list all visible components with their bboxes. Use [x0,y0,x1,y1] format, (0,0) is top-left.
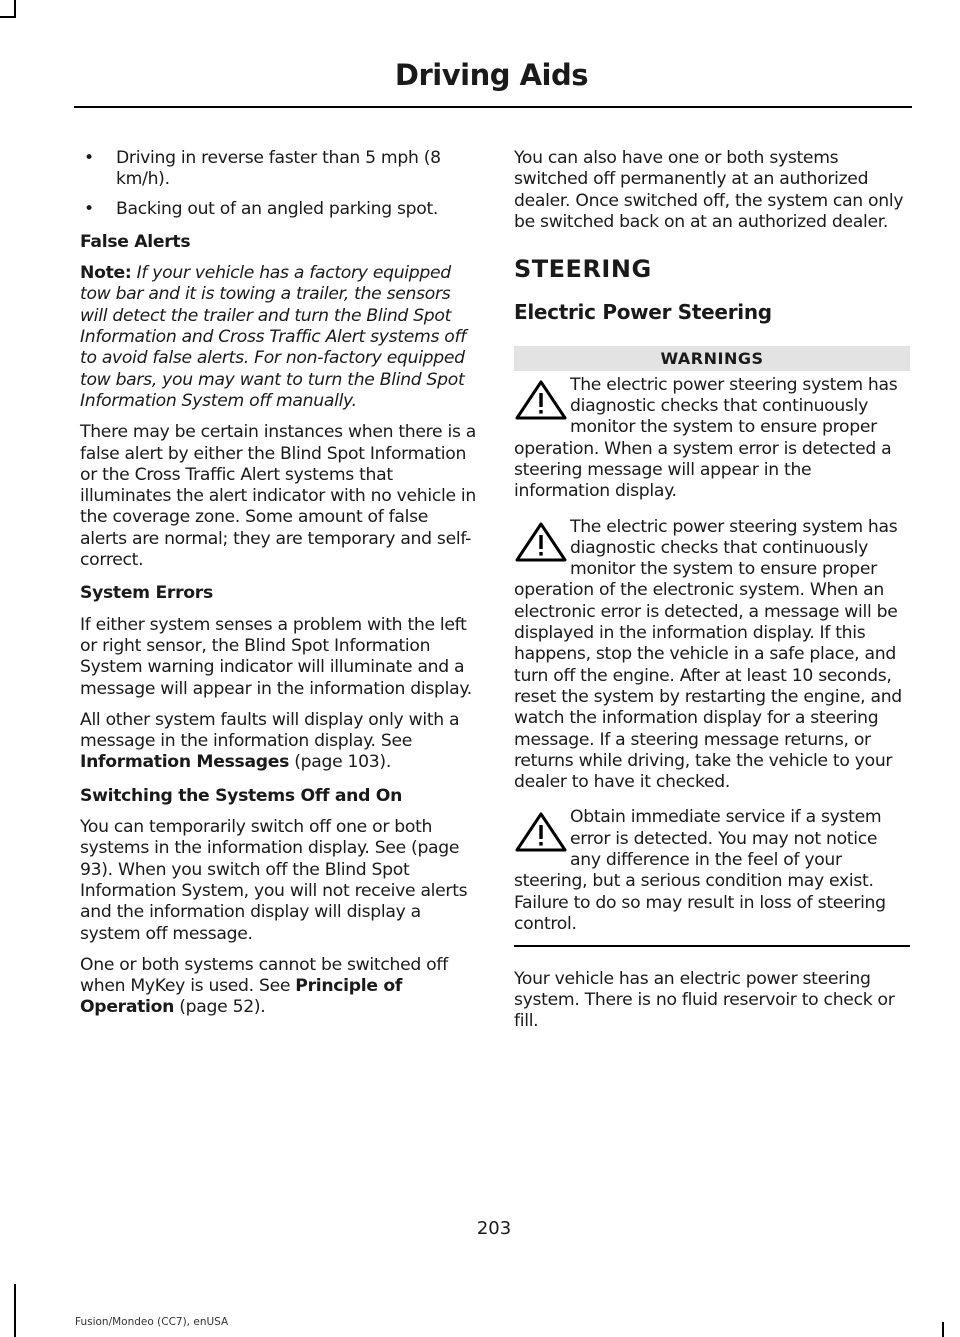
warning-block [514,517,910,794]
list-item: • Driving in reverse faster than 5 mph (8 km/h). [80,148,476,191]
warning-text: The electric power steering system has diagnostic checks that continuously monitor the system to ensure proper operation of the electronic system. When an electronic error is detected, a message will be displayed in the information display. If this happens, stop the vehicle in a safe place, and turn off the engine. After at least 10 seconds, reset the system by restarting the engine, and watch the information display for a steering message. If a steering message returns, or returns while driving, take the vehicle to your dealer to have it checked. [514,516,902,793]
system-errors-paragraph-1: If either system senses a problem with the left or right sensor, the Blind Spot Information System warning indicator will illuminate and a message will appear in the information display. [80,614,472,699]
section-title: STEERING [514,255,652,284]
warnings-end-divider [514,945,910,947]
bullet-text: Driving in reverse faster than 5 mph (8 km/h). [116,148,441,190]
warning-text: The electric power steering system has diagnostic checks that continuously monitor the system to ensure proper operation. When a system error is detected a steering message will appear in the information display. [514,374,898,502]
crop-mark-top-left-h [0,16,16,18]
false-alerts-paragraph: There may be certain instances when there is a false alert by either the Blind Spot Information or the Cross Traffic Alert systems that illuminates the alert indicator with no vehicle in the coverage zone. Some amount of false alerts are normal; they are temporary and self-correct. [80,422,477,571]
warnings-header: WARNINGS [514,346,910,371]
warning-block [514,807,910,935]
crop-mark-bottom-right [942,1322,944,1337]
false-alerts-note [80,263,476,412]
bullet-text: Backing out of an angled parking spot. [116,198,439,219]
right-column [514,148,910,1043]
switching-paragraph-1: You can temporarily switch off one or both systems in the information display. See (page 93). When you switch off the Blind Spot Information System, you will not receive alerts and the information display will display a system off message. [80,817,468,944]
warning-block [514,375,910,503]
left-column [80,148,476,1029]
list-item: • Backing out of an angled parking spot. [84,198,439,219]
switching-paragraph-2: One or both systems cannot be switched off when MyKey is used. See Principle of Operation (page 52). [80,954,448,1018]
system-errors-paragraph-2: All other system faults will display only with a message in the information display. See Information Messages (page 103). [80,709,460,773]
closing-paragraph: Your vehicle has an electric power steering system. There is no fluid reservoir to check or fill. [514,968,895,1032]
intro-paragraph: You can also have one or both systems switched off permanently at an authorized dealer. Once switched off, the system can only be switched back on at an authorized dealer. [514,148,904,232]
system-errors-heading: System Errors [80,583,213,604]
footer-text: Fusion/Mondeo (CC7), enUSA [75,1316,229,1328]
switching-heading: Switching the Systems Off and On [80,785,403,806]
header-divider [74,106,912,108]
false-alerts-heading: False Alerts [80,231,191,252]
page-number: 203 [476,1218,512,1239]
note-label: Note: [80,263,132,284]
warning-triangle-icon [514,811,568,853]
note-text: If your vehicle has a factory equipped tow bar and it is towing a trailer, the sensors will detect the trailer and turn the Blind Spot Information and Cross Traffic Alert systems off to avoid false alerts. For non-factory equipped tow bars, you may want to turn the Blind Spot Information System off manually. [80,263,467,411]
principle-of-operation-link[interactable]: Principle of Operation [80,976,403,1018]
subsection-title: Electric Power Steering [514,300,772,325]
information-messages-link[interactable]: Information Messages [80,752,290,773]
warning-triangle-icon [514,521,568,563]
page-title: Driving Aids [394,58,588,92]
crop-mark-bottom-left [14,1284,16,1337]
warning-text: Obtain immediate service if a system error is detected. You may not notice any difference in the feel of your steering, but a serious condition may exist. Failure to do so may result in loss of steering control. [514,807,886,934]
warning-triangle-icon [514,379,568,421]
